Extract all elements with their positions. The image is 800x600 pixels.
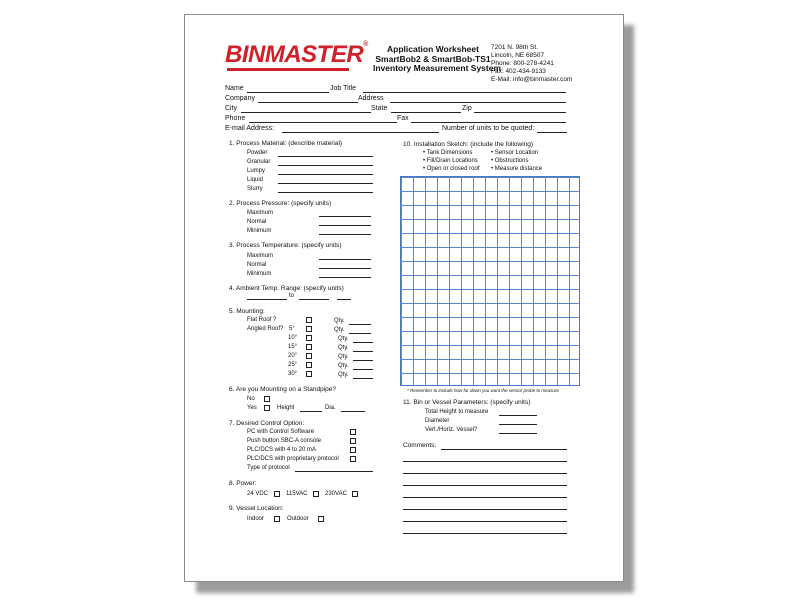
control-protocol-label: PLC/DCS with proprietary protocol — [247, 456, 339, 462]
total-height-field[interactable] — [499, 415, 537, 416]
section-1-title: 1. Process Material: (describe material) — [229, 140, 343, 147]
bullet-fill-drain: • Fill/Drain Locations — [423, 158, 478, 164]
flat-roof-checkbox[interactable] — [306, 317, 312, 323]
angle-15-qty-field[interactable] — [353, 351, 373, 352]
fax-label: Fax — [397, 115, 409, 122]
protocol-type-label: Type of protocol — [247, 465, 290, 471]
temp-max-field[interactable] — [319, 259, 371, 260]
angle-15-checkbox[interactable] — [306, 344, 312, 350]
location-indoor-checkbox[interactable] — [274, 516, 280, 522]
section-3-title: 3. Process Temperature: (specify units) — [229, 242, 342, 249]
total-height-label: Total Height to measure — [425, 409, 489, 415]
material-powder-field[interactable] — [278, 156, 373, 157]
bullet-measure-distance: • Measure distance — [491, 166, 543, 172]
control-4-20ma-checkbox[interactable] — [350, 447, 356, 453]
bullet-tank-dimensions: • Tank Dimensions — [423, 150, 473, 156]
angle-20-qty-field[interactable] — [353, 360, 373, 361]
control-pc-checkbox[interactable] — [350, 429, 356, 435]
zip-label: Zip — [462, 105, 472, 112]
state-label: State — [371, 105, 388, 112]
worksheet-title: Application Worksheet SmartBob2 & SmartBob-TS1 Inventory Measurement System — [373, 44, 502, 73]
control-protocol-checkbox[interactable] — [350, 456, 356, 462]
bullet-roof-type: • Open or closed roof — [423, 166, 480, 172]
location-outdoor-label: Outdoor — [287, 516, 309, 522]
vessel-orientation-field[interactable] — [499, 433, 537, 434]
angle-10-checkbox[interactable] — [306, 335, 312, 341]
zip-field[interactable] — [474, 112, 566, 113]
fax-field[interactable] — [411, 122, 566, 123]
standpipe-dia-label: Dia. — [325, 405, 336, 411]
flat-roof-label: Flat Roof ? — [247, 317, 277, 323]
pressure-min-field[interactable] — [319, 234, 371, 235]
angle-20-qty-label: Qty. — [338, 354, 349, 360]
sketch-grid[interactable] — [400, 176, 580, 386]
angle-30-qty-label: Qty. — [338, 372, 349, 378]
protocol-type-field[interactable] — [295, 471, 373, 472]
comments-label: Comments: — [403, 442, 437, 449]
address-label: Address — [358, 95, 384, 102]
control-pc-label: PC with Control Software — [247, 429, 315, 435]
angle-15-label: 15° — [288, 344, 298, 350]
material-lumpy-label: Lumpy — [247, 168, 266, 174]
pressure-normal-field[interactable] — [319, 225, 371, 226]
section-10-title: 10. Installation Sketch: (include the following) — [403, 141, 534, 148]
units-label: Number of units to be quoted: — [442, 125, 535, 132]
power-230vac-label: 230VAC — [325, 491, 347, 497]
material-granular-label: Granular — [247, 159, 271, 165]
sketch-note: * Remember to include how far down you want the sensor probe to measure — [407, 388, 559, 393]
standpipe-yes-label: Yes — [247, 405, 257, 411]
section-2-title: 2. Process Pressure: (specify units) — [229, 200, 332, 207]
angle-20-checkbox[interactable] — [306, 353, 312, 359]
job-title-field[interactable] — [363, 92, 566, 93]
comments-line-2[interactable] — [403, 461, 567, 462]
material-liquid-label: Liquid — [247, 177, 264, 183]
address-field[interactable] — [390, 102, 566, 103]
comments-line-1[interactable] — [441, 449, 567, 450]
angle-5-qty-field[interactable] — [349, 333, 371, 334]
ambient-from-field[interactable] — [247, 299, 287, 300]
section-9-title: 9. Vessel Location: — [229, 505, 284, 512]
units-field[interactable] — [537, 132, 567, 133]
logo-underline — [227, 68, 349, 71]
bullet-obstructions: • Obstructions — [491, 158, 529, 164]
section-7-title: 7. Desired Control Option: — [229, 420, 305, 427]
angle-30-checkbox[interactable] — [306, 371, 312, 377]
angle-25-qty-label: Qty. — [338, 363, 349, 369]
name-label: Name — [225, 85, 244, 92]
power-230vac-checkbox[interactable] — [352, 491, 358, 497]
contact-block: 7201 N. 98th St. Lincoln, NE 68507 Phone: 800-278-4241 Fax: 402-434-9133 E-Mail: info@binmaster.com — [491, 44, 573, 83]
ambient-to-label: to — [289, 293, 295, 299]
phone-field[interactable] — [249, 122, 397, 123]
material-slurry-label: Slurry — [247, 186, 263, 192]
company-field[interactable] — [258, 102, 358, 103]
angle-10-qty-label: Qty. — [338, 336, 349, 342]
angle-25-qty-field[interactable] — [353, 369, 373, 370]
angle-5-checkbox[interactable] — [306, 326, 312, 332]
standpipe-yes-checkbox[interactable] — [264, 405, 270, 411]
angle-5-qty-label: Qty. — [334, 327, 345, 333]
comments-line-7[interactable] — [403, 521, 567, 522]
material-granular-field[interactable] — [278, 165, 373, 166]
city-label: City — [225, 105, 238, 112]
temp-max-label: Maximum — [247, 253, 274, 259]
angle-15-qty-label: Qty. — [338, 345, 349, 351]
flat-roof-qty-field[interactable] — [349, 324, 371, 325]
angled-roof-label: Angled Roof? — [247, 326, 284, 332]
vessel-orientation-label: Vert./Horiz. Vessel? — [425, 427, 478, 433]
material-liquid-field[interactable] — [278, 183, 373, 184]
diameter-label: Diameter — [425, 418, 450, 424]
pressure-max-label: Maximum — [247, 210, 274, 216]
temp-min-field[interactable] — [319, 277, 371, 278]
angle-10-label: 10° — [288, 335, 298, 341]
ambient-to-field[interactable] — [299, 299, 329, 300]
standpipe-no-label: No — [247, 396, 255, 402]
angle-10-qty-field[interactable] — [353, 342, 373, 343]
standpipe-dia-field[interactable] — [341, 411, 365, 412]
pressure-min-label: Minimum — [247, 228, 272, 234]
location-indoor-label: Indoor — [247, 516, 265, 522]
job-title-label: Job Title — [330, 85, 357, 92]
flat-roof-qty-label: Qty. — [334, 318, 345, 324]
comments-line-4[interactable] — [403, 485, 567, 486]
standpipe-height-field[interactable] — [300, 411, 322, 412]
angle-20-label: 20° — [288, 353, 298, 359]
name-field[interactable] — [247, 92, 329, 93]
pressure-max-field[interactable] — [319, 216, 371, 217]
bullet-sensor-location: • Sensor Location — [491, 150, 539, 156]
comments-line-3[interactable] — [403, 473, 567, 474]
control-sbc-label: Push button SBC-A console — [247, 438, 322, 444]
power-115vac-label: 115VAC — [286, 491, 308, 497]
state-field[interactable] — [391, 112, 461, 113]
pressure-normal-label: Normal — [247, 219, 267, 225]
section-4-title: 4. Ambient Temp. Range: (specify units) — [229, 285, 344, 292]
angle-25-checkbox[interactable] — [306, 362, 312, 368]
material-slurry-field[interactable] — [278, 192, 373, 193]
email-field[interactable] — [282, 132, 439, 133]
material-powder-label: Powder — [247, 150, 268, 156]
section-6-title: 6. Are you Mounting on a Standpipe? — [229, 386, 336, 393]
power-115vac-checkbox[interactable] — [313, 491, 319, 497]
section-5-title: 5. Mounting: — [229, 308, 265, 315]
comments-line-5[interactable] — [403, 497, 567, 498]
diameter-field[interactable] — [499, 424, 537, 425]
email-label: E-mail Address: — [225, 125, 275, 132]
location-outdoor-checkbox[interactable] — [318, 516, 324, 522]
section-8-title: 8. Power: — [229, 480, 257, 487]
temp-min-label: Minimum — [247, 271, 272, 277]
power-24vdc-label: 24 VDC — [247, 491, 269, 497]
comments-line-6[interactable] — [403, 509, 567, 510]
company-label: Company — [225, 95, 255, 102]
comments-line-8[interactable] — [403, 533, 567, 534]
power-24vdc-checkbox[interactable] — [274, 491, 280, 497]
city-field[interactable] — [241, 112, 371, 113]
angle-25-label: 25° — [288, 362, 298, 368]
temp-normal-field[interactable] — [319, 268, 371, 269]
section-11-title: 11. Bin or Vessel Parameters: (specify units) — [403, 399, 531, 406]
worksheet-page — [184, 14, 624, 582]
phone-label: Phone — [225, 115, 246, 122]
angle-5-label: 5° — [289, 326, 295, 332]
ambient-units-field[interactable] — [337, 299, 351, 300]
control-sbc-checkbox[interactable] — [350, 438, 356, 444]
binmaster-logo: BINMASTER® — [225, 41, 368, 68]
standpipe-no-checkbox[interactable] — [264, 396, 270, 402]
standpipe-height-label: Height — [277, 405, 295, 411]
temp-normal-label: Normal — [247, 262, 267, 268]
material-lumpy-field[interactable] — [278, 174, 373, 175]
angle-30-qty-field[interactable] — [353, 378, 373, 379]
angle-30-label: 30° — [288, 371, 298, 377]
control-4-20ma-label: PLC/DCS with 4 to 20 mA — [247, 447, 317, 453]
